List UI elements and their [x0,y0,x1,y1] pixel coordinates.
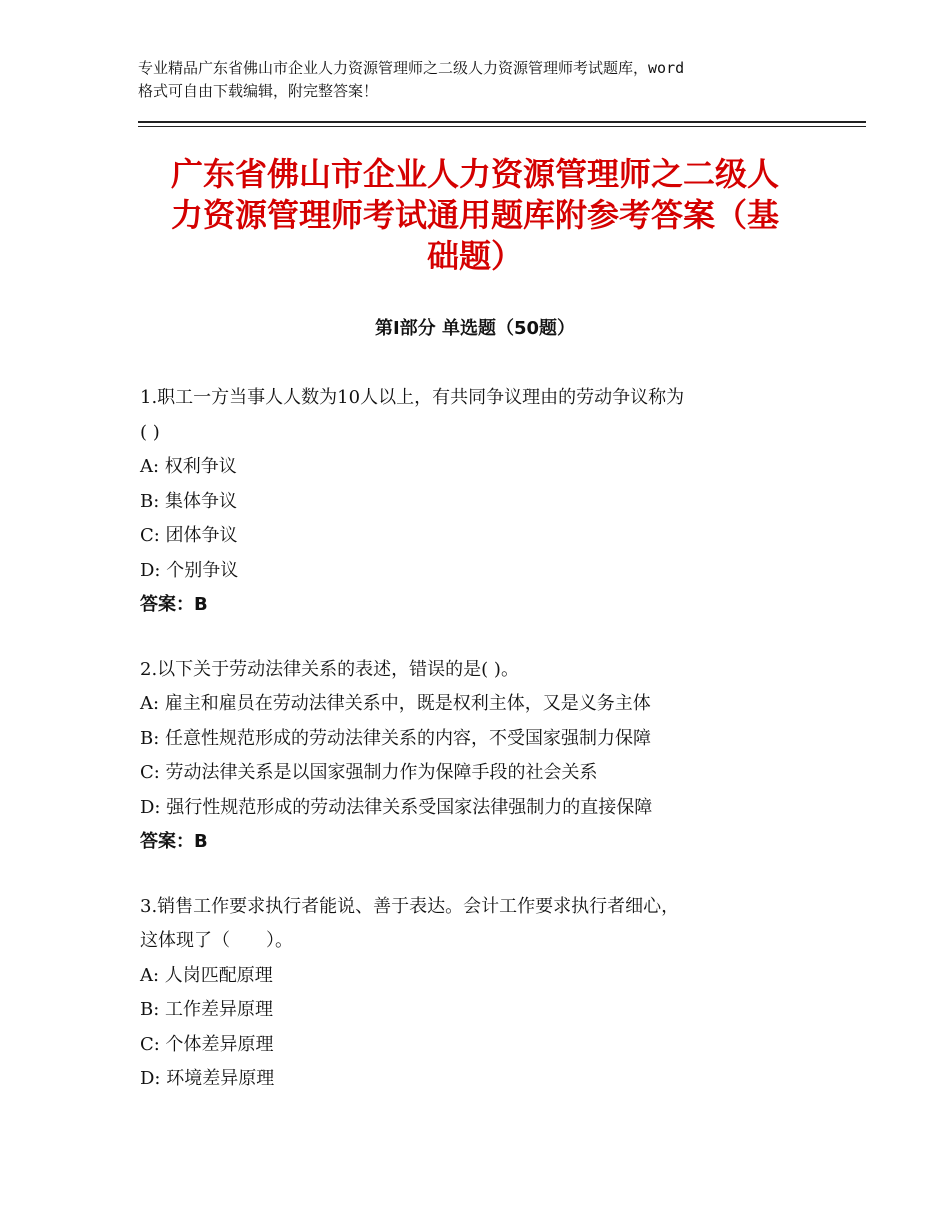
question-stem: 3.销售工作要求执行者能说、善于表达。会计工作要求执行者细心， [140,895,680,917]
question-stem: 1.职工一方当事人人数为10人以上，有共同争议理由的劳动争议称为 [140,387,685,408]
question-3 [140,890,830,1097]
option-d: D: 强行性规范形成的劳动法律关系受国家法律强制力的直接保障 [140,796,653,818]
question-stem: 2.以下关于劳动法律关系的表述，错误的是( )。 [140,658,519,680]
option-a: A: 雇主和雇员在劳动法律关系中，既是权利主体，又是义务主体 [140,693,651,714]
option-a: A: 权利争议 [140,456,237,477]
header-note-line: 专业精品广东省佛山市企业人力资源管理师之二级人力资源管理师考试题库，word [138,59,685,77]
option-b: B: 任意性规范形成的劳动法律关系的内容，不受国家强制力保障 [140,727,652,749]
option-c: C: 个体差异原理 [140,1033,274,1055]
question-stem: ( ) [140,421,160,443]
question-list [140,381,830,1127]
option-a: A: 人岗匹配原理 [140,964,273,986]
header-note-line: 格式可自由下载编辑，附完整答案！ [138,82,379,100]
title-line: 力资源管理师考试通用题库附参考答案（基 [170,196,779,234]
document-title [140,154,810,277]
question-1 [140,381,830,623]
option-d: D: 环境差异原理 [140,1068,275,1089]
question-2 [140,653,830,860]
option-b: B: 集体争议 [140,490,238,512]
option-d: D: 个别争议 [140,559,239,581]
header-rule-thick [138,121,866,123]
title-line: 广东省佛山市企业人力资源管理师之二级人 [170,155,779,193]
option-c: C: 劳动法律关系是以国家强制力作为保障手段的社会关系 [140,762,598,783]
header-note [138,57,818,103]
option-b: B: 工作差异原理 [140,999,274,1020]
title-line: 础题） [426,237,523,275]
section-heading: 第Ⅰ部分 单选题（50题） [374,318,575,339]
question-stem: 这体现了（ ）。 [140,930,293,951]
header-rule-thin [138,126,866,127]
answer: 答案：B [140,594,208,615]
answer: 答案：B [140,831,208,852]
option-c: C: 团体争议 [140,525,238,546]
